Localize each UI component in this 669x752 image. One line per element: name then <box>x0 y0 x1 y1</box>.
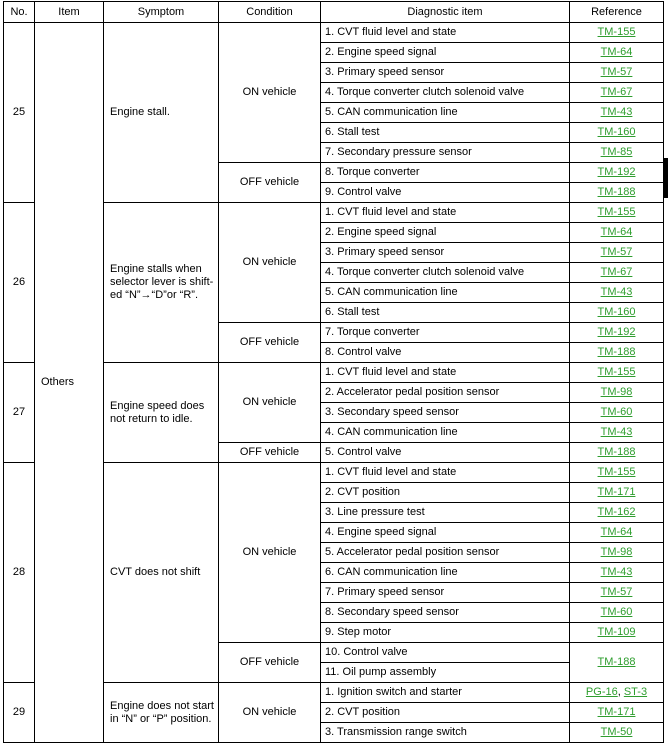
reference-link[interactable]: TM-98 <box>600 546 633 558</box>
reference-cell <box>570 543 664 563</box>
row-number: 25 <box>4 23 35 203</box>
reference-cell <box>570 323 664 343</box>
reference-link[interactable]: TM-43 <box>600 106 633 118</box>
reference-cell <box>570 443 664 463</box>
diagnostic-item-cell: 3. Secondary speed sensor <box>321 403 570 423</box>
diagnostic-item-cell: 5. Accelerator pedal position sensor <box>321 543 570 563</box>
reference-cell <box>570 63 664 83</box>
reference-link[interactable]: TM-98 <box>600 386 633 398</box>
reference-link[interactable]: TM-188 <box>597 656 636 668</box>
reference-cell <box>570 243 664 263</box>
diagnostic-item-cell: 9. Control valve <box>321 183 570 203</box>
reference-link[interactable]: TM-192 <box>597 166 636 178</box>
diagnostic-item-cell: 6. Stall test <box>321 303 570 323</box>
reference-cell <box>570 83 664 103</box>
diagnostic-item-cell: 7. Primary speed sensor <box>321 583 570 603</box>
header-symptom: Symptom <box>104 2 219 23</box>
reference-link[interactable]: TM-155 <box>597 366 636 378</box>
reference-link[interactable]: TM-171 <box>597 486 636 498</box>
condition-cell: ON vehicle <box>219 463 321 643</box>
symptom-cell: Engine speed does not return to idle. <box>104 363 219 463</box>
reference-cell <box>570 523 664 543</box>
diagnostic-item-cell: 5. CAN communication line <box>321 283 570 303</box>
header-row <box>4 2 664 23</box>
reference-link[interactable]: TM-57 <box>600 66 633 78</box>
reference-cell <box>570 483 664 503</box>
diagnostic-item-cell: 3. Primary speed sensor <box>321 243 570 263</box>
reference-link[interactable]: ST-3 <box>623 686 648 698</box>
condition-cell: ON vehicle <box>219 23 321 163</box>
reference-link[interactable]: TM-160 <box>597 306 636 318</box>
condition-cell: OFF vehicle <box>219 163 321 203</box>
symptom-cell: Engine stalls when selector lever is shift-ed “N”→“D”or “R”. <box>104 203 219 363</box>
reference-link[interactable]: TM-64 <box>600 46 633 58</box>
row-number: 29 <box>4 683 35 743</box>
reference-cell <box>570 363 664 383</box>
reference-link[interactable]: TM-188 <box>597 446 636 458</box>
diagnostic-item-cell: 5. Control valve <box>321 443 570 463</box>
reference-link[interactable]: TM-43 <box>600 286 633 298</box>
header-item: Item <box>35 2 104 23</box>
header-diagnostic-item: Diagnostic item <box>321 2 570 23</box>
reference-cell <box>570 183 664 203</box>
reference-cell <box>570 223 664 243</box>
diagnostic-item-cell: 4. Torque converter clutch solenoid valve <box>321 263 570 283</box>
reference-link[interactable]: TM-67 <box>600 86 633 98</box>
diagnostic-item-cell: 4. CAN communication line <box>321 423 570 443</box>
row-number: 27 <box>4 363 35 463</box>
condition-cell: OFF vehicle <box>219 443 321 463</box>
diagnostic-item-cell: 3. Line pressure test <box>321 503 570 523</box>
diagnostic-item-cell: 5. CAN communication line <box>321 103 570 123</box>
reference-link[interactable]: TM-64 <box>600 226 633 238</box>
reference-cell <box>570 263 664 283</box>
symptom-cell: Engine does not start in “N” or “P” position. <box>104 683 219 743</box>
reference-cell <box>570 583 664 603</box>
header-no: No. <box>4 2 35 23</box>
diagnostic-item-cell: 6. Stall test <box>321 123 570 143</box>
reference-cell <box>570 403 664 423</box>
reference-link[interactable]: TM-192 <box>597 326 636 338</box>
diagnostic-item-cell: 4. Engine speed signal <box>321 523 570 543</box>
condition-cell: OFF vehicle <box>219 323 321 363</box>
diagnostic-item-cell: 7. Secondary pressure sensor <box>321 143 570 163</box>
diagnostic-item-cell: 8. Control valve <box>321 343 570 363</box>
reference-link[interactable]: TM-85 <box>600 146 633 158</box>
reference-cell <box>570 123 664 143</box>
reference-link[interactable]: TM-155 <box>597 26 636 38</box>
reference-cell <box>570 503 664 523</box>
diagnostic-item-cell: 8. Secondary speed sensor <box>321 603 570 623</box>
diagnostic-item-cell: 1. CVT fluid level and state <box>321 463 570 483</box>
condition-cell: ON vehicle <box>219 203 321 323</box>
side-tab-marker <box>664 158 668 198</box>
diagnostic-item-cell: 6. CAN communication line <box>321 563 570 583</box>
reference-cell <box>570 383 664 403</box>
diagnostic-item-cell: 2. Accelerator pedal position sensor <box>321 383 570 403</box>
diagnosis-table <box>3 1 664 743</box>
reference-link[interactable]: TM-64 <box>600 526 633 538</box>
reference-link[interactable]: TM-155 <box>597 466 636 478</box>
reference-cell <box>570 143 664 163</box>
reference-cell <box>570 203 664 223</box>
diagnostic-item-cell: 8. Torque converter <box>321 163 570 183</box>
reference-cell <box>570 283 664 303</box>
reference-link[interactable]: TM-50 <box>600 726 633 738</box>
reference-separator: , <box>617 686 624 698</box>
condition-cell: OFF vehicle <box>219 643 321 683</box>
reference-cell <box>570 623 664 643</box>
reference-cell <box>570 43 664 63</box>
item-cell: Others <box>35 23 104 743</box>
row-number: 26 <box>4 203 35 363</box>
diagnostic-item-cell: 7. Torque converter <box>321 323 570 343</box>
reference-link[interactable]: TM-162 <box>597 506 636 518</box>
diagnostic-item-cell: 9. Step motor <box>321 623 570 643</box>
reference-cell <box>570 643 664 683</box>
symptom-cell: CVT does not shift <box>104 463 219 683</box>
condition-cell: ON vehicle <box>219 363 321 443</box>
header-reference: Reference <box>570 2 664 23</box>
diagnostic-item-cell: 2. Engine speed signal <box>321 223 570 243</box>
diagnostic-item-cell: 4. Torque converter clutch solenoid valve <box>321 83 570 103</box>
reference-cell <box>570 423 664 443</box>
reference-link[interactable]: TM-57 <box>600 246 633 258</box>
diagnostic-item-cell: 1. CVT fluid level and state <box>321 363 570 383</box>
reference-link[interactable]: TM-109 <box>597 626 636 638</box>
reference-link[interactable]: TM-43 <box>600 426 633 438</box>
diagnostic-item-cell: 3. Transmission range switch <box>321 723 570 743</box>
diagnostic-item-cell: 2. CVT position <box>321 703 570 723</box>
diagnostic-item-cell: 10. Control valve <box>321 643 570 663</box>
reference-cell <box>570 703 664 723</box>
reference-link[interactable]: PG-16 <box>585 686 618 698</box>
diagnostic-item-cell: 1. CVT fluid level and state <box>321 203 570 223</box>
reference-cell <box>570 163 664 183</box>
reference-link[interactable]: TM-171 <box>597 706 636 718</box>
reference-link[interactable]: TM-160 <box>597 126 636 138</box>
reference-cell <box>570 603 664 623</box>
reference-link[interactable]: TM-67 <box>600 266 633 278</box>
reference-link[interactable]: TM-60 <box>600 406 633 418</box>
row-number: 28 <box>4 463 35 683</box>
diagnostic-item-cell: 11. Oil pump assembly <box>321 663 570 683</box>
diagnostic-item-cell: 1. Ignition switch and starter <box>321 683 570 703</box>
reference-cell <box>570 723 664 743</box>
condition-cell: ON vehicle <box>219 683 321 743</box>
reference-link[interactable]: TM-60 <box>600 606 633 618</box>
diagnostic-item-cell: 1. CVT fluid level and state <box>321 23 570 43</box>
reference-cell <box>570 563 664 583</box>
reference-cell <box>570 343 664 363</box>
reference-link[interactable]: TM-188 <box>597 186 636 198</box>
reference-cell <box>570 463 664 483</box>
symptom-cell: Engine stall. <box>104 23 219 203</box>
reference-link[interactable]: TM-188 <box>597 346 636 358</box>
reference-cell <box>570 103 664 123</box>
diagnostic-item-cell: 2. Engine speed signal <box>321 43 570 63</box>
header-condition: Condition <box>219 2 321 23</box>
reference-cell <box>570 303 664 323</box>
diagnostic-item-cell: 3. Primary speed sensor <box>321 63 570 83</box>
table-row <box>4 23 664 43</box>
reference-link[interactable]: TM-43 <box>600 566 633 578</box>
reference-cell <box>570 23 664 43</box>
reference-link[interactable]: TM-57 <box>600 586 633 598</box>
reference-cell <box>570 683 664 703</box>
diagnostic-item-cell: 2. CVT position <box>321 483 570 503</box>
reference-link[interactable]: TM-155 <box>597 206 636 218</box>
